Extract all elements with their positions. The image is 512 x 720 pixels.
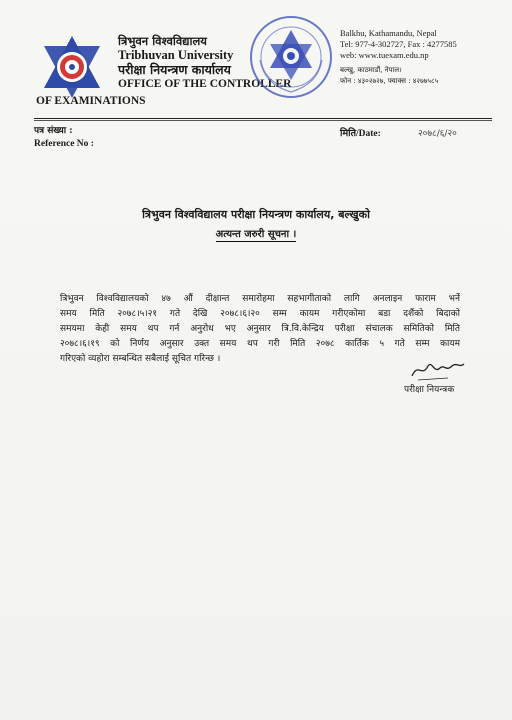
office-name-en-line1: OFFICE OF THE CONTROLLER: [118, 78, 292, 90]
tel-fax: Tel: 977-4-302727, Fax : 4277585: [340, 39, 457, 49]
header-divider: [34, 118, 492, 119]
phone-np: फोन : ४३०२७२७, फ्याक्स : ४२७७५८५: [340, 77, 439, 85]
office-seal-icon: [246, 12, 336, 102]
header-divider-secondary: [34, 120, 492, 121]
date-value: २०७८/६/२०: [418, 129, 457, 139]
signatory-title: परीक्षा नियन्त्रक: [404, 385, 455, 395]
reference-label-en: Reference No :: [34, 139, 94, 149]
notice-subtitle: [0, 226, 512, 240]
tu-logo-icon: [42, 34, 102, 100]
signature-icon: [408, 356, 468, 382]
body-line: गरिएको व्यहोरा सम्बन्धित सबैलाई सूचित गरिन्छ ।: [60, 354, 221, 364]
address-np: बल्खु, काठमाडौं, नेपाल।: [340, 66, 402, 74]
body-line: २०७८।६।१९ को निर्णय अनुसार उक्त समय थप गरी मिति २०७८ कार्तिक ५ गते सम्म कायम: [60, 339, 460, 349]
date-label: मिति/Date:: [340, 129, 381, 139]
date-block: [340, 126, 457, 139]
notice-body: [60, 292, 460, 367]
website: web: www.tuexam.edu.np: [340, 50, 429, 60]
university-name-en: Tribhuvan University: [118, 48, 234, 62]
office-name-np: परीक्षा नियन्त्रण कार्यालय: [118, 62, 231, 77]
body-line: त्रिभुवन विश्वविद्यालयको ४७ औं दीक्षान्त समारोहमा सहभागीताको लागि अनलाइन फाराम भर्ने: [60, 294, 460, 304]
notice-subtitle-text: अत्यन्त जरुरी सूचना ।: [215, 229, 297, 240]
reference-label-np: पत्र संख्या :: [34, 126, 73, 136]
reference-block: [34, 125, 94, 151]
address-en: Balkhu, Kathamandu, Nepal: [340, 28, 437, 38]
notice-title: त्रिभुवन विश्वविद्यालय परीक्षा नियन्त्रण कार्यालय, बल्खुको: [142, 208, 370, 221]
header-contact-block: [340, 28, 505, 87]
body-line: समय मिति २०७८।५।२१ गते देखि २०७८।६।२० सम्म कायम गरीएकोमा बडा दशैंको बिदाको: [60, 309, 460, 319]
office-name-en-line2: OF EXAMINATIONS: [36, 95, 146, 107]
body-line: समयमा केही समय थप गर्न अनुरोध भए अनुसार त्रि.वि.केन्द्रिय परीक्षा संचालक समितिको मिति: [60, 324, 460, 334]
university-name-np: त्रिभुवन विश्वविद्यालय: [118, 34, 207, 48]
